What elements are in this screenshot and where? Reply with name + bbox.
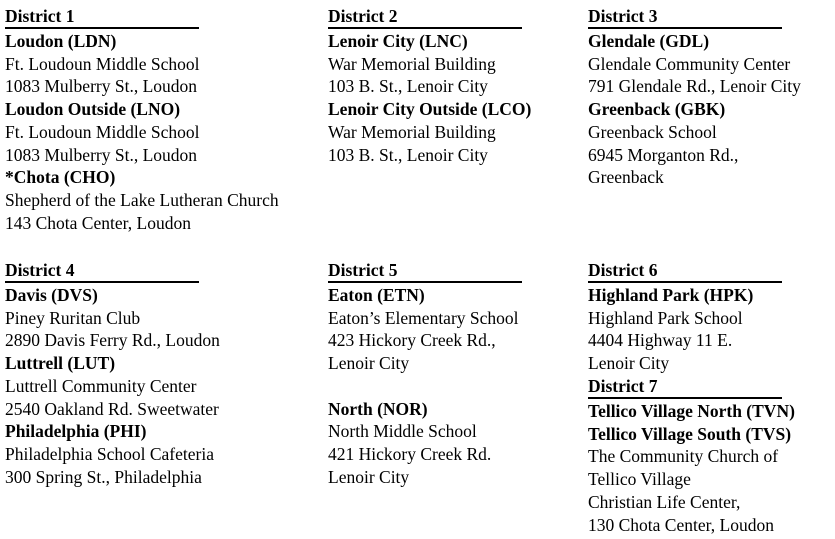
district-3 [588, 6, 801, 189]
precinct-name: Eaton (ETN) [328, 285, 425, 305]
precinct-name: Davis (DVS) [5, 285, 98, 305]
precinct-name: Philadelphia (PHI) [5, 421, 147, 442]
precinct-name: Tellico Village North (TVN) [588, 401, 795, 421]
polling-place: Piney Ruritan Club [5, 307, 141, 328]
polling-place: Christian Life Center, [588, 491, 741, 512]
precinct-name: *Chota (CHO) [5, 167, 116, 188]
district-7 [588, 376, 795, 536]
address: 143 Chota Center, Loudon [5, 212, 191, 233]
district-2 [328, 6, 531, 166]
polling-place: The Community Church of [588, 446, 779, 467]
district-1 [5, 6, 279, 234]
address: 103 B. St., Lenoir City [328, 144, 488, 165]
precinct-name: Lenoir City Outside (LCO) [328, 99, 532, 120]
polling-place: Ft. Loudoun Middle School [5, 53, 200, 74]
district-4 [5, 260, 220, 488]
address: 2540 Oakland Rd. Sweetwater [5, 398, 219, 419]
address: Lenoir City [328, 353, 410, 374]
address: 1083 Mulberry St., Loudon [5, 76, 198, 97]
polling-place: Eaton’s Elementary School [328, 307, 519, 328]
district-5 [328, 260, 522, 488]
polling-place: Highland Park School [588, 307, 743, 328]
precinct-name: Greenback (GBK) [588, 99, 726, 120]
district-title: District 4 [5, 260, 199, 283]
address: 2890 Davis Ferry Rd., Loudon [5, 330, 220, 351]
district-title: District 2 [328, 6, 522, 29]
address: 130 Chota Center, Loudon [588, 514, 774, 535]
polling-place: Greenback School [588, 121, 717, 142]
precinct-name: Glendale (GDL) [588, 31, 710, 51]
address: 4404 Highway 11 E. [588, 330, 733, 351]
address: 423 Hickory Creek Rd., [328, 330, 496, 351]
district-title: District 7 [588, 376, 782, 399]
polling-place: War Memorial Building [328, 121, 496, 142]
polling-place: Glendale Community Center [588, 53, 791, 74]
precinct-name: Tellico Village South (TVS) [588, 423, 792, 444]
district-title: District 6 [588, 260, 782, 283]
address: 791 Glendale Rd., Lenoir City [588, 76, 801, 97]
polling-place: War Memorial Building [328, 53, 496, 74]
address: Lenoir City [588, 353, 670, 374]
district-title: District 1 [5, 6, 199, 29]
district-6 [588, 260, 782, 375]
polling-place: North Middle School [328, 421, 477, 442]
polling-place: Philadelphia School Cafeteria [5, 443, 214, 464]
address: 421 Hickory Creek Rd. [328, 443, 492, 464]
precinct-name: Loudon (LDN) [5, 31, 117, 51]
district-title: District 5 [328, 260, 522, 283]
polling-place: Tellico Village [588, 469, 691, 490]
precinct-name: Luttrell (LUT) [5, 353, 116, 374]
precinct-name: Loudon Outside (LNO) [5, 99, 181, 120]
polling-place: Shepherd of the Lake Lutheran Church [5, 189, 279, 210]
address: Greenback [588, 167, 664, 188]
precinct-name: North (NOR) [328, 398, 428, 419]
address: 6945 Morganton Rd., [588, 144, 739, 165]
address: 300 Spring St., Philadelphia [5, 466, 202, 487]
precinct-name: Highland Park (HPK) [588, 285, 754, 305]
district-title: District 3 [588, 6, 782, 29]
address: 1083 Mulberry St., Loudon [5, 144, 198, 165]
precinct-name: Lenoir City (LNC) [328, 31, 468, 51]
address: Lenoir City [328, 466, 410, 487]
address: 103 B. St., Lenoir City [328, 76, 488, 97]
spacer [328, 375, 522, 398]
polling-place: Luttrell Community Center [5, 375, 197, 396]
polling-place: Ft. Loudoun Middle School [5, 121, 200, 142]
